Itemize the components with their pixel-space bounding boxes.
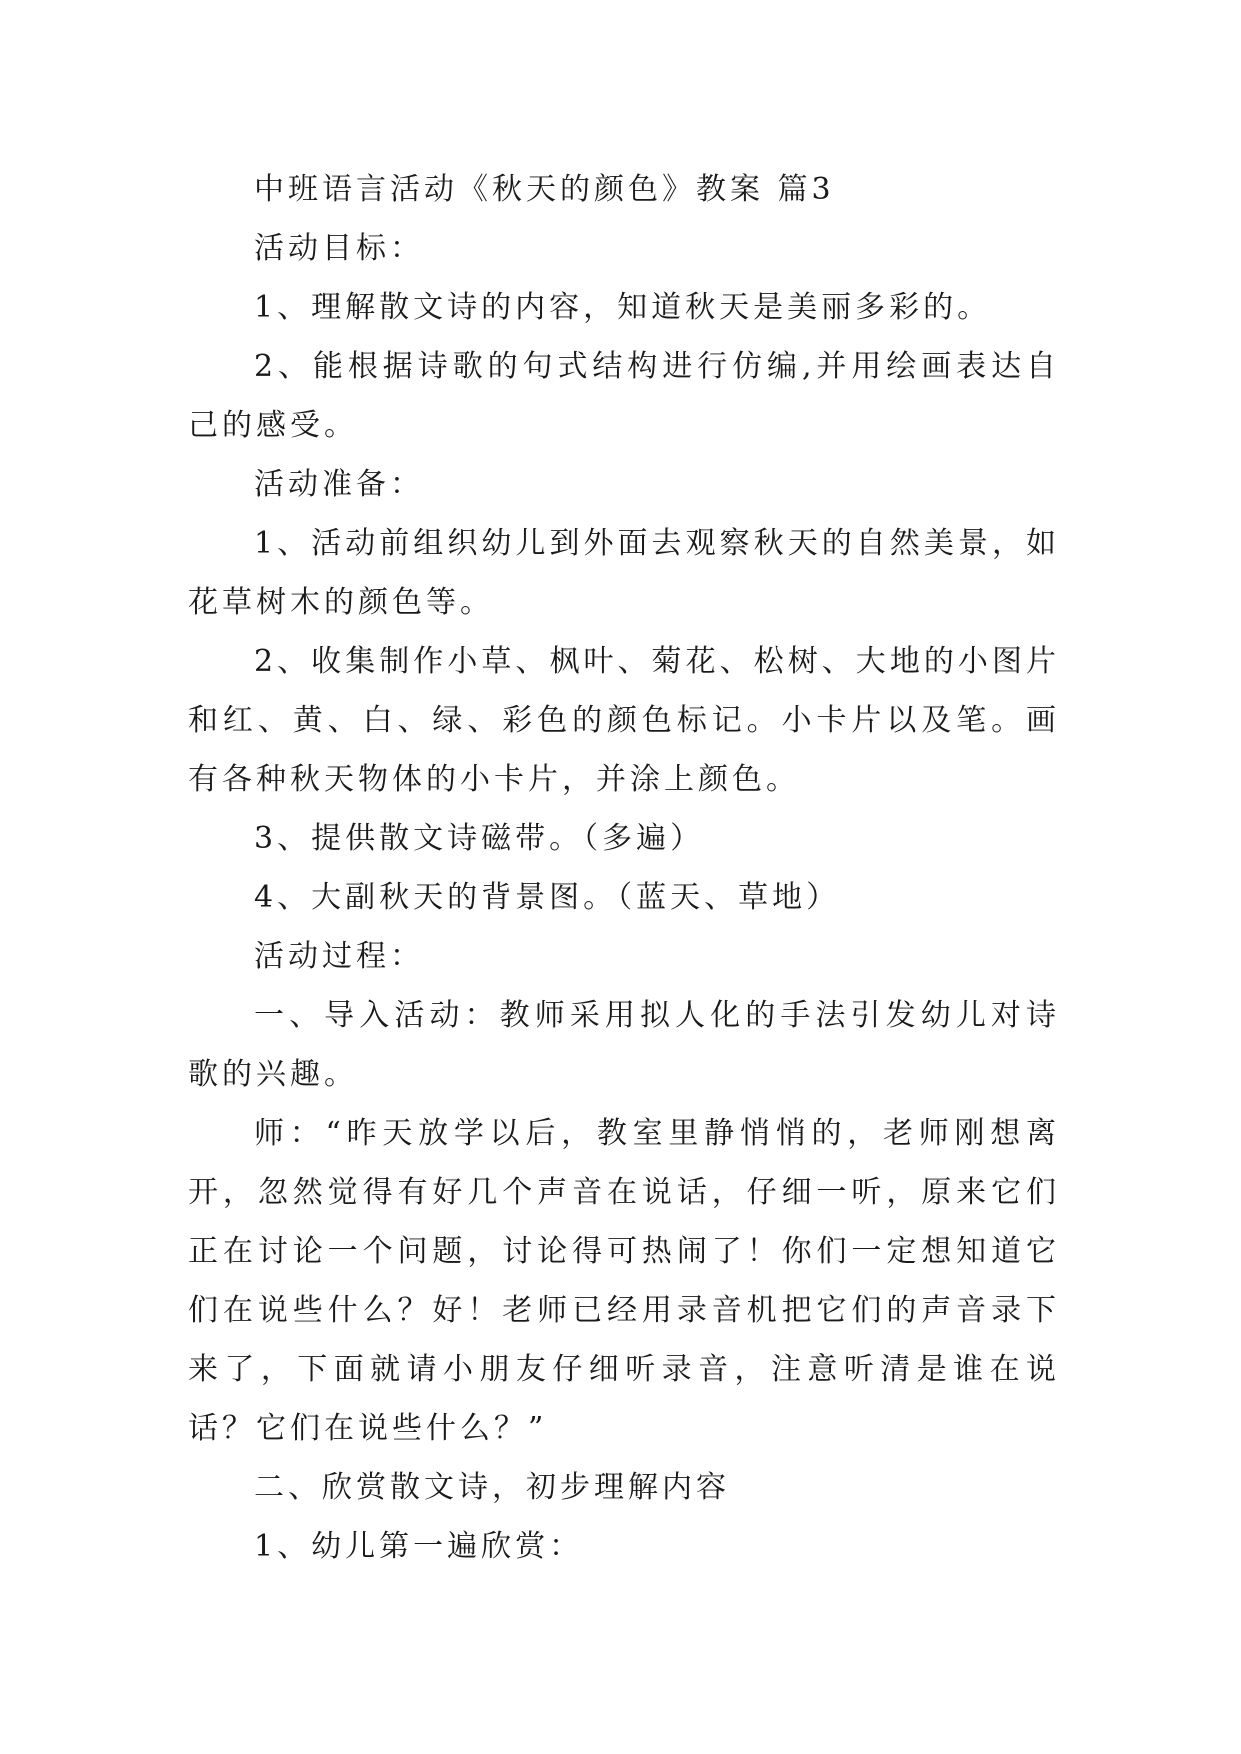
appreciation-item-1: 1、幼儿第一遍欣赏：	[254, 1529, 584, 1564]
process-step-1: 一、导入活动：教师采用拟人化的手法引发幼儿对诗歌的兴趣。	[188, 998, 1060, 1092]
heading-activity-goals: 活动目标：	[254, 231, 424, 266]
heading-activity-preparation: 活动准备：	[254, 467, 424, 502]
heading-activity-process: 活动过程：	[254, 939, 424, 974]
goal-item-1: 1、理解散文诗的内容，知道秋天是美丽多彩的。	[254, 290, 992, 325]
document-body	[188, 160, 1060, 1576]
document-title: 中班语言活动《秋天的颜色》教案 篇3	[254, 172, 835, 207]
preparation-item-4: 4、大副秋天的背景图。（蓝天、草地）	[254, 880, 841, 915]
preparation-item-2: 2、收集制作小草、枫叶、菊花、松树、大地的小图片和红、黄、白、绿、彩色的颜色标记。小卡片以及笔。画有各种秋天物体的小卡片，并涂上颜色。	[188, 644, 1060, 797]
preparation-item-1: 1、活动前组织幼儿到外面去观察秋天的自然美景，如花草树木的颜色等。	[188, 526, 1060, 620]
process-step-2: 二、欣赏散文诗，初步理解内容	[254, 1470, 730, 1505]
teacher-script: 师：“昨天放学以后，教室里静悄悄的，老师刚想离开，忽然觉得有好几个声音在说话，仔细一听，原来它们正在讨论一个问题，讨论得可热闹了！你们一定想知道它们在说些什么？好！老师已经用录音机把它们的声音录下来了，下面就请小朋友仔细听录音，注意听清是谁在说话？它们在说些什么？”	[188, 1116, 1060, 1446]
goal-item-2: 2、能根据诗歌的句式结构进行仿编,并用绘画表达自己的感受。	[188, 349, 1060, 443]
preparation-item-3: 3、提供散文诗磁带。（多遍）	[254, 821, 705, 856]
